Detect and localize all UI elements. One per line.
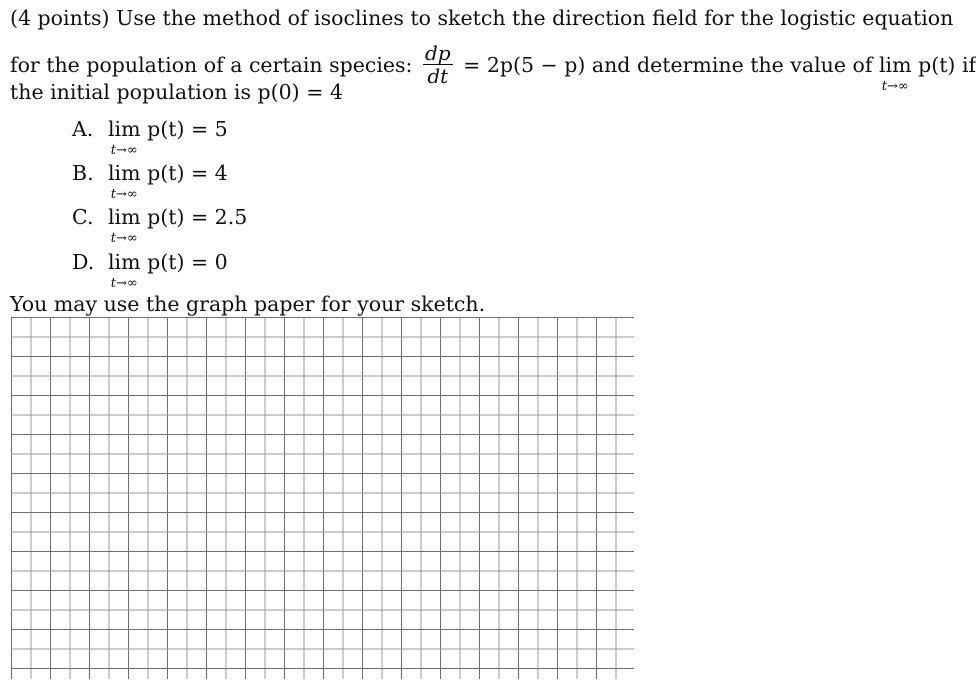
choice-limit [108,161,141,202]
limit-target: p(t) if [918,53,976,77]
fraction-denominator: dt [427,64,449,88]
choice-expression: p(t) = 2.5 [147,205,248,229]
limit-word: lim [108,161,141,185]
limit-subscript: t→∞ [110,187,138,202]
choice-limit [108,117,141,158]
choice-b[interactable] [72,161,228,202]
points-label: (4 points) [10,6,110,30]
limit-subscript: t→∞ [110,143,138,158]
choice-a[interactable] [72,117,228,158]
choice-limit [108,250,141,291]
equation-rhs: = 2p(5 − p) and determine the value of [463,53,873,77]
question-text-3: the initial population is p(0) = 4 [10,80,343,104]
choice-letter: C. [72,205,94,229]
choice-limit [108,205,141,246]
question-text-1: Use the method of isoclines to sketch the direction field for the logistic equation [116,6,954,30]
question-text-2: for the population of a certain species: [10,53,413,77]
choice-letter: A. [72,117,94,141]
limit-subscript: t→∞ [110,231,138,246]
limit-expression [878,53,912,94]
choice-c[interactable] [72,205,248,246]
limit-word: lim [108,205,141,229]
question-line-1 [10,6,953,30]
limit-subscript: t→∞ [881,79,909,94]
fraction-numerator: dp [425,41,451,65]
limit-word: lim [878,53,912,77]
limit-word: lim [108,250,141,274]
choice-expression: p(t) = 0 [147,250,228,274]
derivative-fraction [423,42,453,87]
choice-expression: p(t) = 5 [147,117,228,141]
choice-d[interactable] [72,250,228,291]
limit-word: lim [108,117,141,141]
limit-subscript: t→∞ [110,276,138,291]
graph-paper-grid[interactable] [11,317,634,679]
choice-letter: D. [72,250,95,274]
choice-letter: B. [72,161,94,185]
choice-expression: p(t) = 4 [147,161,228,185]
graph-note: You may use the graph paper for your sketch. [10,292,486,316]
question-line-3 [10,80,343,104]
graph-paper[interactable] [11,317,634,679]
